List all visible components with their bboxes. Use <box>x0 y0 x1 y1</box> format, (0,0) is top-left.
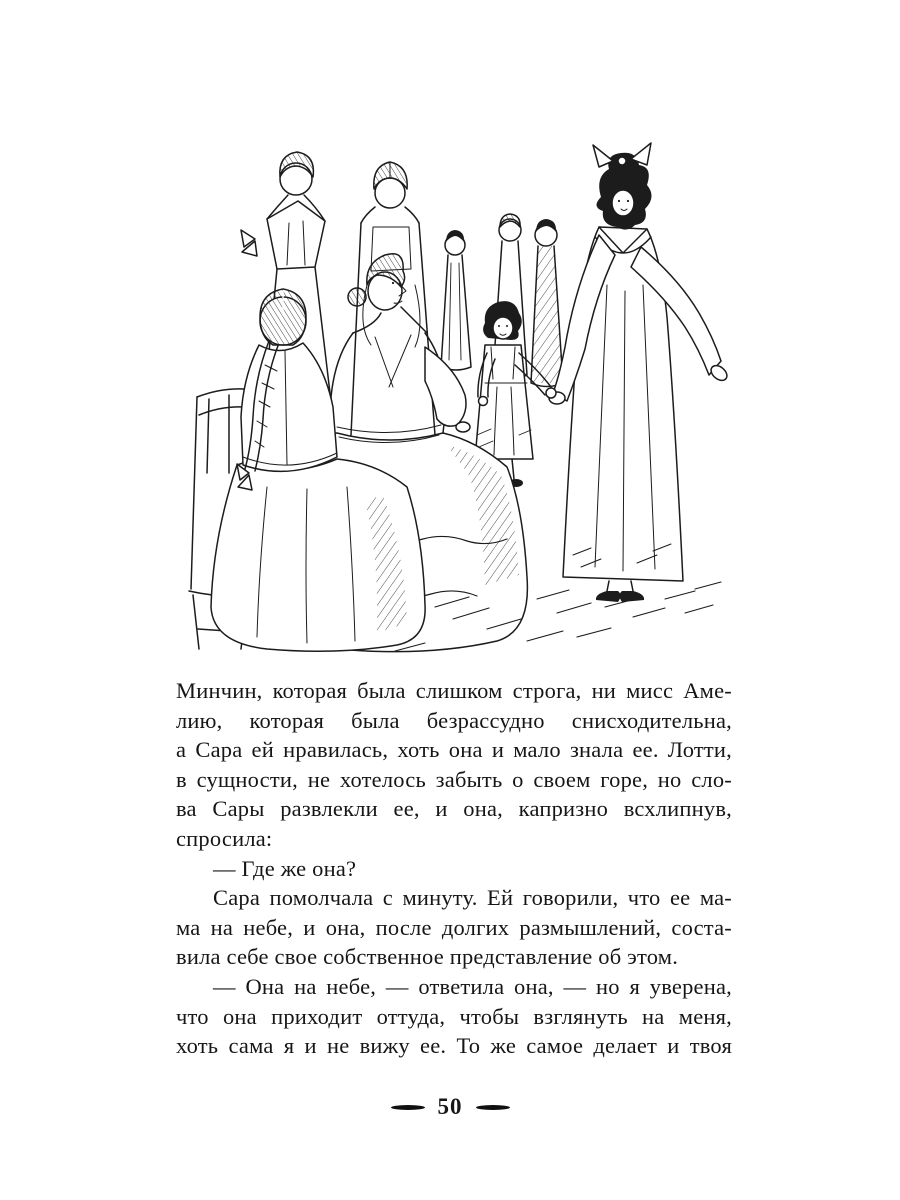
text-line: ма на небе, и она, после долгих размышлений, соста- <box>176 914 732 940</box>
text-line: — Где же она? <box>213 855 357 881</box>
text-line: спросила: <box>176 825 273 851</box>
footer-dash-left <box>391 1105 425 1110</box>
footer-dash-right <box>476 1105 510 1110</box>
schoolgirls-illustration <box>185 135 740 660</box>
text-line: Минчин, которая была слишком строга, ни мисс Аме- <box>176 678 732 703</box>
text-line: что она приходит оттуда, чтобы взглянуть на меня, <box>176 1003 732 1029</box>
text-line: в сущности, не хотелось забыть о своем горе, но сло- <box>176 766 732 792</box>
illustration-svg <box>185 135 740 660</box>
text-line: лию, которая была безрассудно снисходительна, <box>176 707 732 733</box>
text-line: ва Сары развлекли ее, и она, капризно всхлипнув, <box>176 796 732 822</box>
text-line: — Она на небе, — ответила она, — но я уверена, <box>213 973 732 999</box>
page-number: 50 <box>437 1094 463 1119</box>
text-block <box>176 676 732 1061</box>
page-footer <box>0 1091 900 1123</box>
text-line: хоть сама я и не вижу ее. То же самое делает и твоя <box>176 1033 732 1059</box>
text-line: а Сара ей нравилась, хоть она и мало знала ее. Лотти, <box>176 737 732 763</box>
text-line: вила себе свое собственное представление об этом. <box>176 944 679 970</box>
text-line: Сара помолчала с минуту. Ей говорили, что ее ма- <box>213 885 732 911</box>
